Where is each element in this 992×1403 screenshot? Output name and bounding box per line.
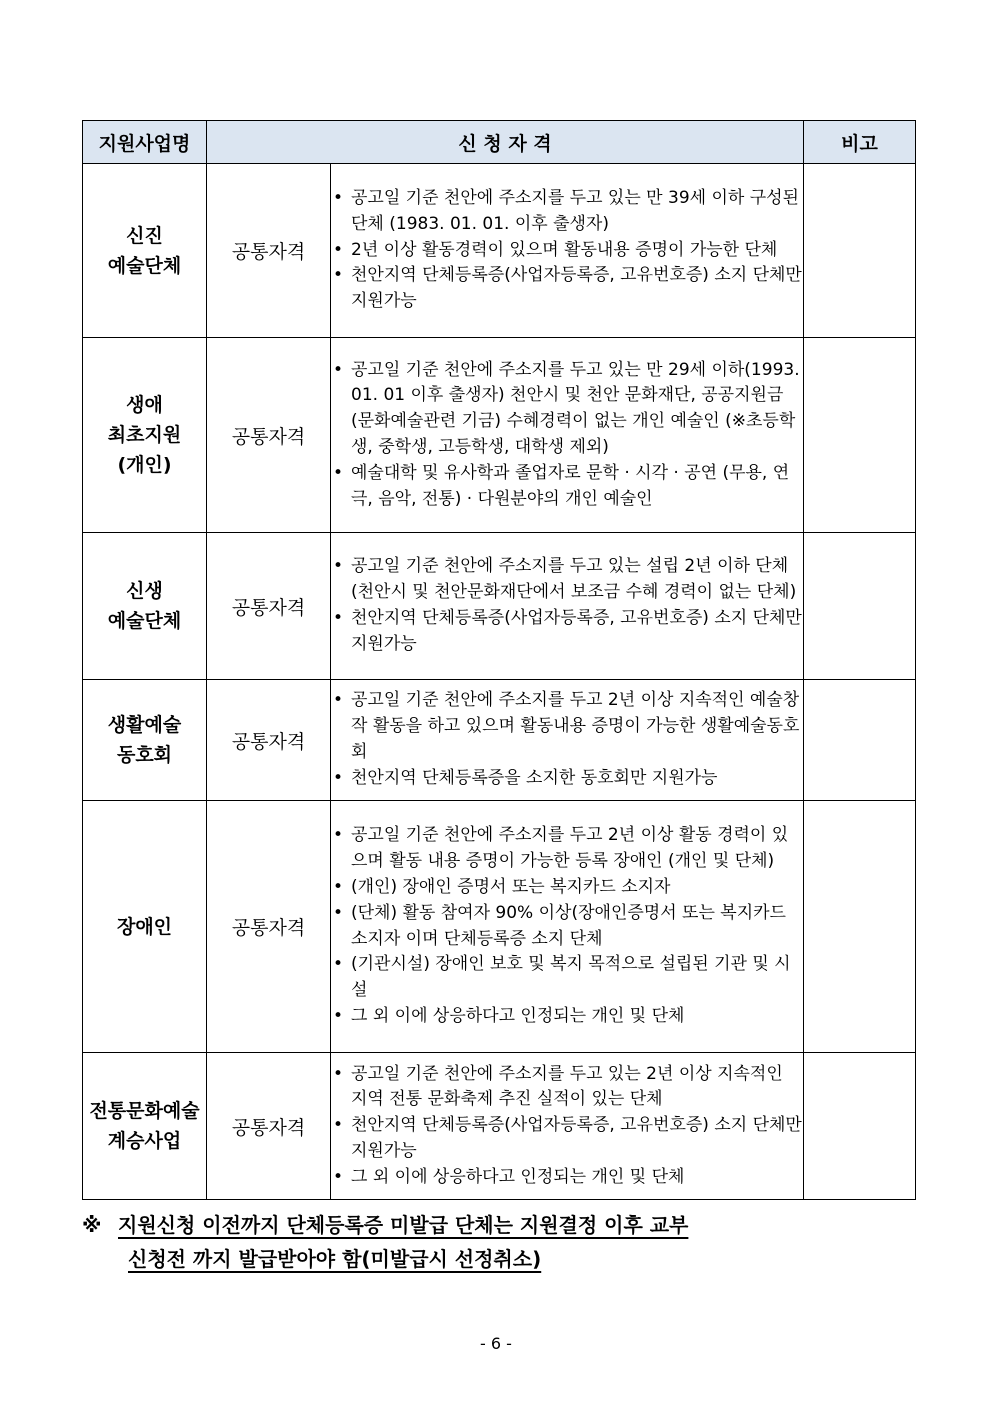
reference-mark: ※ [82, 1213, 102, 1237]
eligibility-table [82, 120, 916, 1200]
header-qualification: 신 청 자 격 [207, 121, 804, 164]
qualification-type: 공통자격 [207, 801, 331, 1053]
list-item: • (개인) 장애인 증명서 또는 복지카드 소지자 [331, 875, 803, 901]
qualification-details [331, 1053, 804, 1200]
qualification-type: 공통자격 [207, 533, 331, 680]
qualification-type: 공통자격 [207, 338, 331, 533]
list-item: • (기관시설) 장애인 보호 및 복지 목적으로 설립된 기관 및 시설 [331, 952, 803, 1004]
table-row [83, 801, 916, 1053]
list-item: • 그 외 이에 상응하다고 인정되는 개인 및 단체 [331, 1004, 803, 1030]
list-item: • 천안지역 단체등록증(사업자등록증, 고유번호증) 소지 단체만 지원가능 [331, 1113, 803, 1165]
notice-line-2 [82, 1242, 688, 1276]
program-name-cell [83, 533, 207, 680]
qualification-details [331, 680, 804, 801]
program-name-line: 계승사업 [107, 1130, 182, 1152]
notice-line-1 [82, 1208, 688, 1242]
list-item: • 2년 이상 활동경력이 있으며 활동내용 증명이 가능한 단체 [331, 238, 803, 264]
header-note: 비고 [804, 121, 916, 164]
table-row [83, 164, 916, 338]
note-cell [804, 338, 916, 533]
list-item: • 천안지역 단체등록증(사업자등록증, 고유번호증) 소지 단체만 지원가능 [331, 606, 803, 658]
notice-text-1: 지원신청 이전까지 단체등록증 미발급 단체는 지원결정 이후 교부 [118, 1213, 689, 1237]
list-item: • 천안지역 단체등록증을 소지한 동호회만 지원가능 [331, 766, 803, 792]
qualification-type: 공통자격 [207, 164, 331, 338]
header-program-name: 지원사업명 [83, 121, 207, 164]
notice-text-2: 신청전 까지 발급받아야 함(미발급시 선정취소) [128, 1247, 542, 1271]
list-item: • 그 외 이에 상응하다고 인정되는 개인 및 단체 [331, 1165, 803, 1191]
note-cell [804, 533, 916, 680]
program-name-cell [83, 338, 207, 533]
program-name-line: 생활예술 [107, 714, 182, 736]
program-name-line: 신생 [126, 580, 163, 602]
qualification-details [331, 338, 804, 533]
qualification-details [331, 164, 804, 338]
table-row [83, 533, 916, 680]
note-cell [804, 801, 916, 1053]
program-name-line: (개인) [117, 454, 172, 476]
list-item: • 공고일 기준 천안에 주소지를 두고 있는 만 39세 이하 구성된 단체 (1983. 01. 01. 이후 출생자) [331, 186, 803, 238]
note-cell [804, 680, 916, 801]
list-item: • 공고일 기준 천안에 주소지를 두고 있는 2년 이상 지속적인 지역 전통 문화축제 추진 실적이 있는 단체 [331, 1062, 803, 1114]
page-number: - 6 - [480, 1334, 512, 1353]
qualification-type: 공통자격 [207, 1053, 331, 1200]
program-name-line: 생애 [126, 394, 163, 416]
table-row [83, 338, 916, 533]
program-name-cell [83, 801, 207, 1053]
program-name-cell [83, 680, 207, 801]
qualification-details [331, 533, 804, 680]
list-item: • 공고일 기준 천안에 주소지를 두고 2년 이상 활동 경력이 있으며 활동 내용 증명이 가능한 등록 장애인 (개인 및 단체) [331, 823, 803, 875]
program-name-line: 예술단체 [107, 254, 182, 277]
list-item: • 천안지역 단체등록증(사업자등록증, 고유번호증) 소지 단체만 지원가능 [331, 263, 803, 315]
list-item: • 예술대학 및 유사학과 졸업자로 문학 · 시각 · 공연 (무용, 연극, 음악, 전통) · 다원분야의 개인 예술인 [331, 461, 803, 513]
program-name-cell [83, 1053, 207, 1200]
list-item: • 공고일 기준 천안에 주소지를 두고 있는 만 29세 이하(1993. 01. 01 이후 출생자) 천안시 및 천안 문화재단, 공공지원금(문화예술관련 기금) 수혜경력이 없는 개인 예술인 (※초등학생, 중학생, 고등학생, 대학생 제외) [331, 358, 803, 461]
list-item: • 공고일 기준 천안에 주소지를 두고 2년 이상 지속적인 예술창작 활동을 하고 있으며 활동내용 증명이 가능한 생활예술동호회 [331, 688, 803, 765]
qualification-type: 공통자격 [207, 680, 331, 801]
list-item: • 공고일 기준 천안에 주소지를 두고 있는 설립 2년 이하 단체(천안시 및 천안문화재단에서 보조금 수혜 경력이 없는 단체) [331, 554, 803, 606]
program-name-cell [83, 164, 207, 338]
notice [82, 1208, 688, 1276]
list-item: • (단체) 활동 참여자 90% 이상(장애인증명서 또는 복지카드 소지자 이며 단체등록증 소지 단체 [331, 901, 803, 953]
program-name-line: 예술단체 [107, 610, 182, 632]
program-name-line: 최초지원 [107, 424, 182, 446]
program-name-line: 신진 [126, 224, 163, 247]
qualification-details [331, 801, 804, 1053]
program-name-line: 장애인 [116, 915, 173, 938]
table-row [83, 680, 916, 801]
program-name-line: 동호회 [116, 744, 173, 766]
table-row [83, 1053, 916, 1200]
table-header-row [83, 121, 916, 164]
note-cell [804, 1053, 916, 1200]
note-cell [804, 164, 916, 338]
program-name-line: 전통문화예술 [89, 1100, 200, 1122]
